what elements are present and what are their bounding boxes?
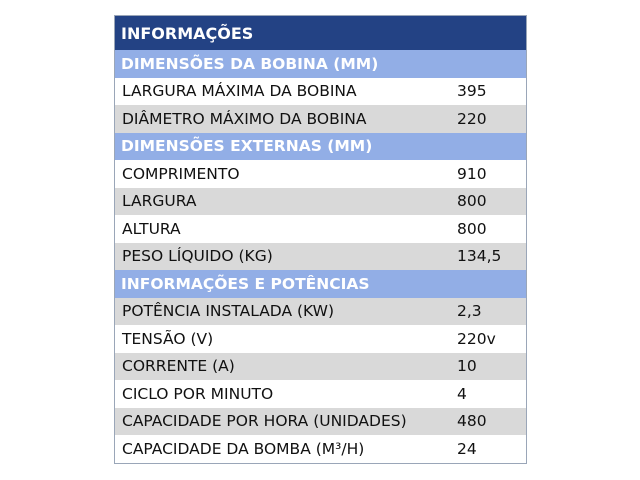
- specs-table: [114, 15, 527, 464]
- table-title: INFORMAÇÕES: [115, 16, 526, 50]
- table-row: [115, 160, 526, 188]
- row-value: 4: [457, 384, 467, 403]
- table-row: [115, 353, 526, 381]
- row-label: POTÊNCIA INSTALADA (KW): [122, 302, 335, 321]
- table-row: [115, 408, 526, 436]
- table-row: [115, 325, 526, 353]
- table-row: [115, 105, 526, 133]
- row-label: CAPACIDADE POR HORA (UNIDADES): [122, 412, 407, 431]
- table-row: [115, 435, 526, 463]
- row-value: 220: [457, 109, 487, 128]
- table-row: [115, 78, 526, 106]
- row-value: 2,3: [457, 302, 482, 321]
- row-value: 220v: [457, 329, 496, 348]
- row-value: 10: [457, 357, 477, 376]
- row-label: CICLO POR MINUTO: [122, 384, 274, 403]
- row-label: COMPRIMENTO: [122, 164, 240, 183]
- row-label: CORRENTE (A): [122, 357, 235, 376]
- table-row: [115, 215, 526, 243]
- row-label: DIÂMETRO MÁXIMO DA BOBINA: [122, 109, 367, 128]
- table-row: [115, 243, 526, 271]
- row-value: 800: [457, 219, 487, 238]
- row-label: LARGURA: [122, 192, 197, 211]
- row-label: PESO LÍQUIDO (KG): [122, 247, 273, 266]
- row-label: ALTURA: [122, 219, 181, 238]
- section-header-coil-dimensions: DIMENSÕES DA BOBINA (MM): [115, 50, 526, 78]
- row-label: LARGURA MÁXIMA DA BOBINA: [122, 82, 357, 101]
- table-row: [115, 380, 526, 408]
- section-header-external-dimensions: DIMENSÕES EXTERNAS (MM): [115, 133, 526, 161]
- row-value: 480: [457, 412, 487, 431]
- row-value: 910: [457, 164, 487, 183]
- row-value: 24: [457, 439, 477, 458]
- row-label: CAPACIDADE DA BOMBA (M³/H): [122, 439, 365, 458]
- section-header-info-power: INFORMAÇÕES E POTÊNCIAS: [115, 270, 526, 298]
- table-row: [115, 188, 526, 216]
- table-row: [115, 298, 526, 326]
- row-label: TENSÃO (V): [122, 329, 214, 348]
- row-value: 395: [457, 82, 487, 101]
- row-value: 134,5: [457, 247, 502, 266]
- row-value: 800: [457, 192, 487, 211]
